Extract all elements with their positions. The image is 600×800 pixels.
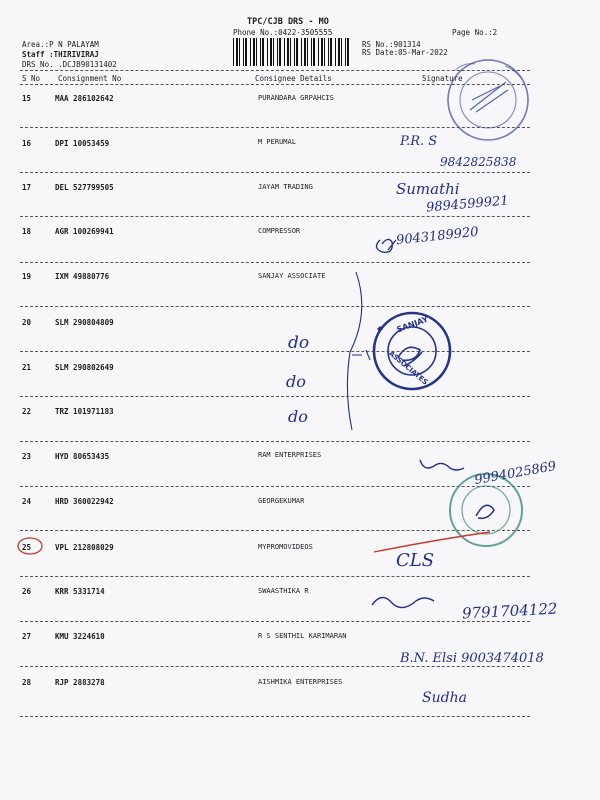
drs-number: DRS No. .DCJB90131402 — [22, 60, 117, 69]
rs-number: RS No.:901314 — [362, 40, 421, 49]
row26-signature — [372, 597, 434, 607]
row-sno: 28 — [22, 678, 32, 687]
row-consignee: M PERUMAL — [258, 138, 296, 146]
row-consignee: GEORGEKUMAR — [258, 497, 305, 505]
row-sno: 25 — [22, 543, 32, 552]
row-consignment: HRD 360022942 — [55, 497, 114, 506]
row-sno: 23 — [22, 452, 32, 461]
row23-signature — [420, 460, 464, 470]
ditto-dash — [352, 350, 370, 360]
row18-initial-mark — [376, 239, 396, 252]
row-consignee: COMPRESSOR — [258, 227, 301, 235]
col-signature-header: Signature — [422, 74, 463, 83]
staff-label: Staff :THIRIVIRAJ — [22, 50, 99, 59]
row-consignment: MAA 286102642 — [55, 94, 114, 103]
row-sno: 16 — [22, 139, 32, 148]
document-title: TPC/CJB DRS - MO — [247, 17, 329, 27]
row-consignment: IXM 49880776 — [55, 272, 110, 281]
col-consignment-header: Consignment No — [58, 74, 122, 83]
row-consignment: KMU 3224610 — [55, 632, 105, 641]
row16-phone: 9842825838 — [440, 155, 517, 169]
row16-signature: P.R. S — [400, 134, 438, 149]
row-consignee: SWAASTHIKA R — [258, 587, 309, 595]
area-label: Area.:P N PALAYAM — [22, 40, 99, 49]
stamp-text-top: SANJAY — [395, 314, 430, 335]
row22-ditto: do — [288, 407, 308, 426]
row-sno: 21 — [22, 363, 32, 372]
row-consignment: HYD 80653435 — [55, 452, 110, 461]
row-consignment: KRR 5331714 — [55, 587, 105, 596]
col-sno-header: S No — [22, 74, 41, 83]
row-sno: 27 — [22, 632, 32, 641]
row-consignment: DPI 10053459 — [55, 139, 110, 148]
row-consignment: SLM 290802649 — [55, 363, 114, 372]
row-consignment: DEL 527799505 — [55, 183, 114, 192]
row-sno: 26 — [22, 587, 32, 596]
row25-red-strike — [374, 532, 490, 552]
row25-red-circle — [18, 538, 42, 554]
round-seal-stamp — [448, 60, 528, 140]
row17-signature: Sumathi — [396, 180, 460, 198]
row-consignee: JAYAM TRADING — [258, 183, 313, 191]
row-consignee: MYPROMOVIDEOS — [258, 543, 313, 551]
row17-phone: 9894599921 — [425, 193, 510, 216]
row21-ditto: do — [286, 372, 306, 391]
row-consignment: AGR 100269941 — [55, 227, 114, 236]
row-consignment: RJP 2883278 — [55, 678, 105, 687]
row-sno: 22 — [22, 407, 32, 416]
row-consignee: SANJAY ASSOCIATE — [258, 272, 326, 280]
rs-date: RS Date:05-Mar-2022 — [362, 48, 448, 57]
row-consignee: PURANDARA GRPAHCIS — [258, 94, 334, 102]
phone-number: Phone No.:0422-3505555 — [233, 28, 333, 37]
row-sno: 20 — [22, 318, 32, 327]
row-consignment: SLM 290804809 — [55, 318, 114, 327]
row27-signature-phone: B.N. Elsi 9003474018 — [400, 651, 544, 666]
row20-ditto: do — [288, 333, 310, 353]
row-sno: 18 — [22, 227, 32, 236]
row23-phone: 9994025869 — [473, 458, 558, 489]
row-sno: 24 — [22, 497, 32, 506]
row-sno: 19 — [22, 272, 32, 281]
stamp-text-bottom: ASSOCIATES — [387, 349, 430, 387]
page-number: Page No.:2 — [452, 28, 498, 37]
row-consignee: AISHMIKA ENTERPRISES — [258, 678, 343, 686]
col-consignee-header: Consignee Details — [255, 74, 332, 83]
row25-signature: CLS — [396, 550, 435, 571]
ditto-bracket — [347, 272, 361, 430]
row-consignment: TRZ 101971183 — [55, 407, 114, 416]
row-sno: 15 — [22, 94, 32, 103]
row-sno: 17 — [22, 183, 32, 192]
row-consignee: RAM ENTERPRISES — [258, 451, 322, 459]
row-consignee: R S SENTHIL KARIMARAN — [258, 632, 347, 640]
row28-signature: Sudha — [422, 690, 467, 706]
row18-phone: 9043189920 — [395, 224, 480, 249]
row26-phone: 9791704122 — [461, 599, 558, 623]
row-consignment: VPL 212808029 — [55, 543, 114, 552]
